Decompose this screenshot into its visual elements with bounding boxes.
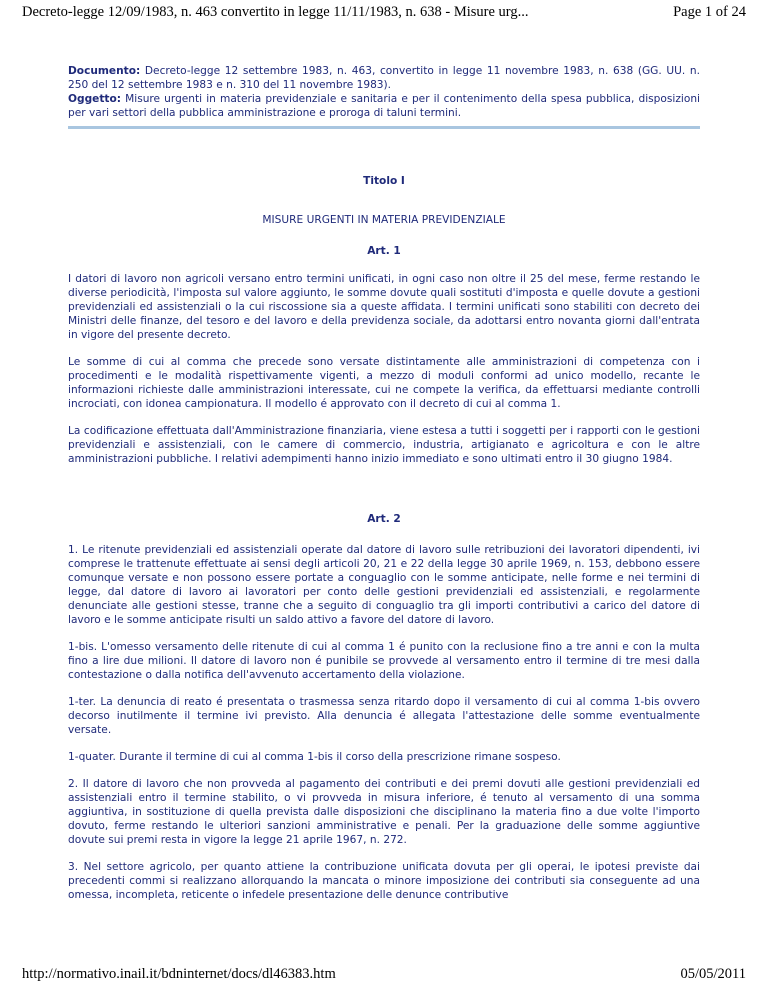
page-number: Page 1 of 24 <box>673 4 746 20</box>
print-footer <box>22 966 746 983</box>
art1-paragraph-1: I datori di lavoro non agricoli versano entro termini unificati, in ogni caso non oltre il 25 del mese, ferme restando le diverse periodicità, l'imposta sul valore aggiunto, le somme dovute quali sostituti d'imposta e quelle dovute a gestioni previdenziali ed assistenziali o la cui riscossione sia a queste affidata. I termini unificati sono stabiliti con decreto dei Ministri delle finanze, del tesoro e del lavoro e della previdenza sociale, da adottarsi entro novanta giorni dall'entrata in vigore del presente decreto. <box>68 273 700 341</box>
documento-text: Decreto-legge 12 settembre 1983, n. 463, convertito in legge 11 novembre 1983, n. 638 (GG. UU. n. 250 del 12 settembre 1983 e n. 310 del 11 novembre 1983). <box>68 65 700 91</box>
art2-paragraph-1bis: 1-bis. L'omesso versamento delle ritenute di cui al comma 1 é punito con la reclusione fino a tre anni e con la multa fino a lire due milioni. Il datore di lavoro non é punibile se provvede al versamento entro il termine di tre mesi dalla contestazione o dalla notifica dell'avvenuto accertamento della violazione. <box>68 641 700 681</box>
oggetto-label: Oggetto: <box>68 93 121 105</box>
documento-label: Documento: <box>68 65 141 77</box>
art2-paragraph-1quater: 1-quater. Durante il termine di cui al comma 1-bis il corso della prescrizione rimane sospeso. <box>68 751 561 763</box>
art2-paragraph-2: 2. Il datore di lavoro che non provveda al pagamento dei contributi e dei premi dovuti alle gestioni previdenziali ed assistenziali entro il termine stabilito, o vi provveda in misura inferiore, é tenuto al versamento di una somma aggiuntiva, in sostituzione di quella prevista dalle disposizioni che disciplinano la materia fino a due volte l'importo dovuto, ferme restando le ulteriori sanzioni amministrative e penali. Per la graduazione delle somme aggiuntive dovute sui premi resta in vigore la legge 21 aprile 1967, n. 272. <box>68 778 700 846</box>
footer-date: 05/05/2011 <box>680 966 746 982</box>
section-title: MISURE URGENTI IN MATERIA PREVIDENZIALE <box>262 214 506 226</box>
art1-heading: Art. 1 <box>367 245 401 257</box>
footer-url: http://normativo.inail.it/bdninternet/docs/dl46383.htm <box>22 966 336 982</box>
document-content <box>68 64 700 902</box>
header-title: Decreto-legge 12/09/1983, n. 463 convertito in legge 11/11/1983, n. 638 - Misure urg... <box>22 4 529 20</box>
art2-paragraph-3: 3. Nel settore agricolo, per quanto attiene la contribuzione unificata dovuta per gli operai, le ipotesi previste dai precedenti commi si realizzano allorquando la mancata o minore imposizione dei contributi sia conseguente ad una omessa, incompleta, reticente o infedele presentazione delle denunce contributive <box>68 861 700 901</box>
art2-heading: Art. 2 <box>367 513 401 525</box>
document-info <box>68 64 700 129</box>
art2-paragraph-1: 1. Le ritenute previdenziali ed assistenziali operate dal datore di lavoro sulle retribuzioni dei lavoratori dipendenti, ivi comprese le trattenute effettuate ai sensi degli articoli 20, 21 e 22 della legge 30 aprile 1969, n. 153, debbono essere comunque versate e non possono essere portate a conguaglio con le somme anticipate, nelle forme e nei termini di legge, dal datore di lavoro ai lavoratori per conto delle gestioni previdenziali ed assistenziali, e regolarmente denunciate alle gestioni stesse, tranne che a seguito di conguaglio tra gli importi contributivi a carico del datore di lavoro e le somme anticipate risulti un saldo attivo a favore del datore di lavoro. <box>68 544 700 626</box>
art1-paragraph-2: Le somme di cui al comma che precede sono versate distintamente alle amministrazioni di competenza con i procedimenti e le modalità rispettivamente vigenti, a mezzo di moduli conformi ad unico modello, recante le informazioni richieste dalle amministrazioni interessate, cui ne compete la verifica, da effettuarsi mediante controlli incrociati, con idonea campionatura. Il modello é approvato con il decreto di cui al comma 1. <box>68 356 700 410</box>
print-header <box>22 4 746 21</box>
titolo-heading: Titolo I <box>363 175 405 187</box>
art2-paragraph-1ter: 1-ter. La denuncia di reato é presentata o trasmessa senza ritardo dopo il versamento di cui al comma 1-bis ovvero decorso inutilmente il termine ivi previsto. Alla denuncia é allegata l'attestazione delle somme eventualmente versate. <box>68 696 700 736</box>
oggetto-text: Misure urgenti in materia previdenziale e sanitaria e per il contenimento della spesa pubblica, disposizioni per vari settori della pubblica amministrazione e proroga di taluni termini. <box>68 93 700 119</box>
art1-paragraph-3: La codificazione effettuata dall'Amministrazione finanziaria, viene estesa a tutti i soggetti per i rapporti con le gestioni previdenziali e assistenziali, con le camere di commercio, industria, artigianato e agricoltura e con le altre amministrazioni pubbliche. I relativi adempimenti hanno inizio immediato e sono ultimati entro il 30 giugno 1984. <box>68 425 700 465</box>
